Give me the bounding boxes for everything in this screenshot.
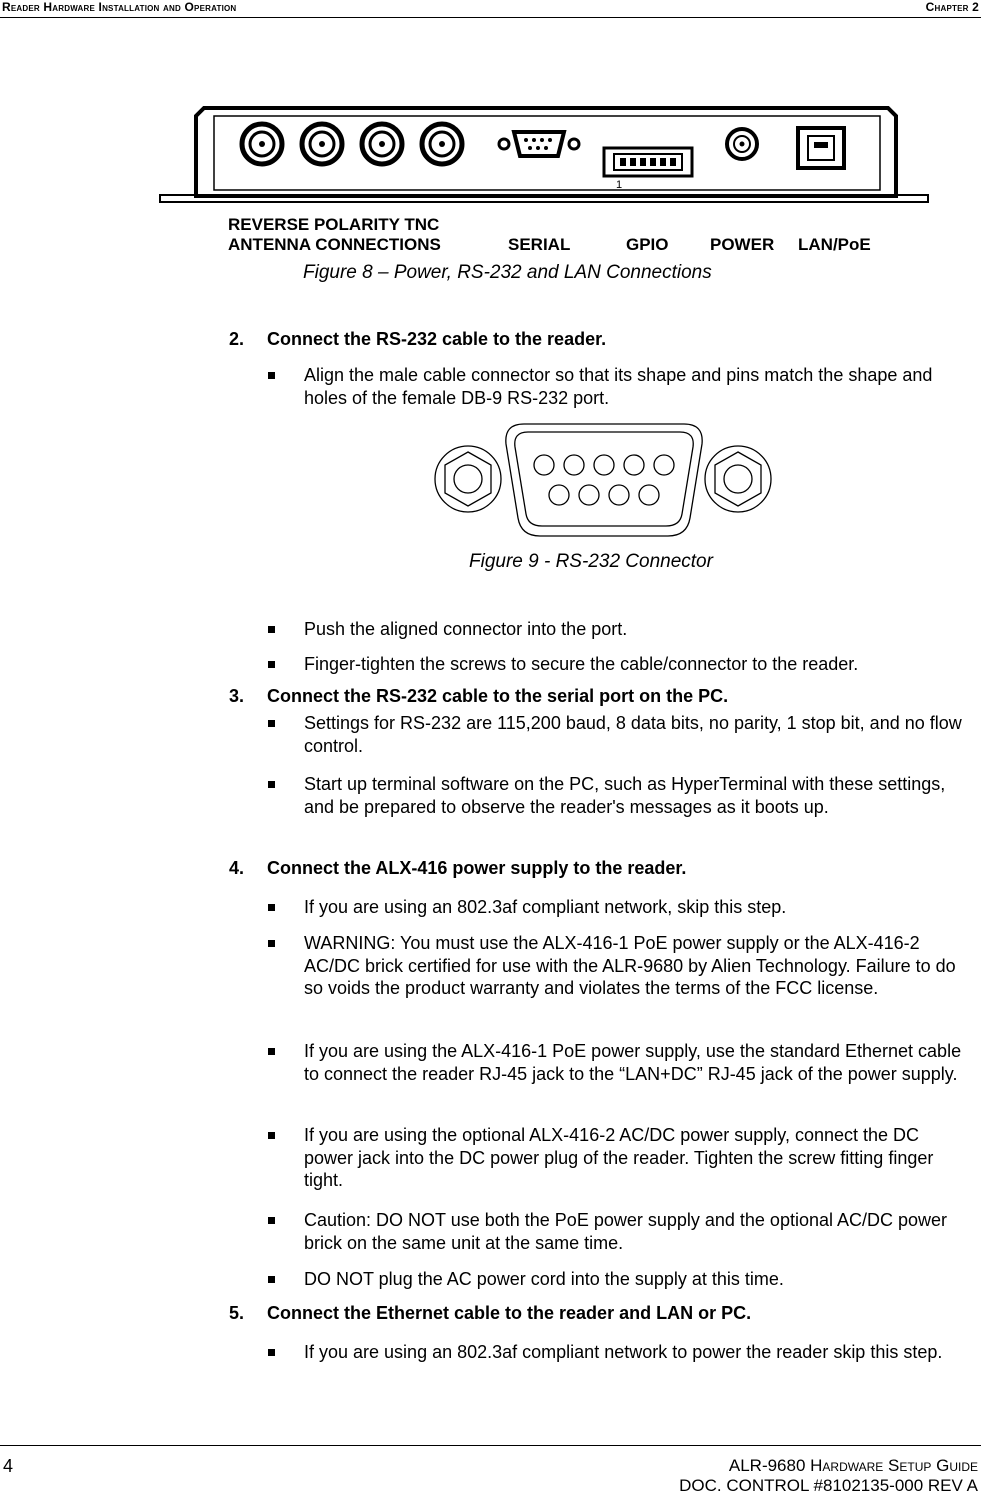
label-antenna-line2: ANTENNA CONNECTIONS [228, 235, 441, 254]
bullet-text: WARNING: You must use the ALX-416-1 PoE power supply or the ALX-416-2 AC/DC brick certified for use with the ALR-9680 by Alien Technology. Failure to do so voids the product warranty and violates the terms of the FCC license. [304, 933, 956, 998]
label-lan-poe: LAN/PoE [798, 235, 871, 254]
bullet-text: If you are using the optional ALX-416-2 AC/DC power supply, connect the DC power jack into the DC power plug of the reader. Tighten the screw fitting finger tight. [304, 1125, 934, 1190]
step-title: Connect the RS-232 cable to the serial port on the PC. [267, 686, 729, 706]
header-chapter: Chapter 2 [925, 0, 979, 14]
step-number: 2. [229, 329, 245, 349]
square-bullet-icon [268, 661, 275, 668]
step-number: 4. [229, 858, 245, 878]
bullet-text: Caution: DO NOT use both the PoE power supply and the optional AC/DC power brick on the same unit at the same time. [304, 1210, 948, 1253]
label-antenna-line1: REVERSE POLARITY TNC [228, 215, 440, 234]
figure-8-caption: Figure 8 – Power, RS-232 and LAN Connections [303, 262, 712, 283]
footer-doc-control: DOC. CONTROL #8102135-000 REV A [679, 1476, 978, 1495]
step-title: Connect the RS-232 cable to the reader. [267, 329, 607, 349]
figure-8-reader-panel [158, 100, 932, 260]
step-4 [229, 858, 686, 879]
step-title: Connect the ALX-416 power supply to the reader. [267, 858, 687, 878]
bullet-text: Settings for RS-232 are 115,200 baud, 8 data bits, no parity, 1 stop bit, and no flow control. [304, 713, 962, 756]
gpio-pin-one-label: 1 [616, 179, 623, 191]
square-bullet-icon [268, 1217, 275, 1224]
figure-9-rs232-connector [432, 420, 774, 540]
bullet-text: Push the aligned connector into the port. [304, 619, 628, 639]
label-serial: SERIAL [508, 235, 571, 254]
square-bullet-icon [268, 720, 275, 727]
step-number: 3. [229, 686, 245, 706]
square-bullet-icon [268, 1349, 275, 1356]
square-bullet-icon [268, 626, 275, 633]
label-gpio: GPIO [626, 235, 669, 254]
bullet-text: DO NOT plug the AC power cord into the supply at this time. [304, 1269, 784, 1289]
page-header [0, 0, 981, 18]
bullet-text: Finger-tighten the screws to secure the cable/connector to the reader. [304, 654, 859, 674]
square-bullet-icon [268, 1132, 275, 1139]
bullet-text: If you are using the ALX-416-1 PoE power supply, use the standard Ethernet cable to connect the reader RJ-45 jack to the “LAN+DC” RJ-45 jack of the power supply. [304, 1041, 962, 1084]
page-footer [0, 1445, 981, 1495]
page-number: 4 [3, 1456, 14, 1476]
gpio-port [604, 148, 692, 191]
square-bullet-icon [268, 1048, 275, 1055]
step-title: Connect the Ethernet cable to the reader and LAN or PC. [267, 1303, 752, 1323]
step-2 [229, 329, 606, 350]
square-bullet-icon [268, 940, 275, 947]
lan-port [798, 128, 844, 168]
step-number: 5. [229, 1303, 245, 1323]
antenna-connectors [242, 124, 462, 164]
footer-doc-info [679, 1456, 978, 1496]
square-bullet-icon [268, 372, 275, 379]
figure-9-caption: Figure 9 - RS-232 Connector [469, 551, 713, 572]
square-bullet-icon [268, 781, 275, 788]
power-jack [727, 129, 757, 159]
header-section-title: Reader Hardware Installation and Operation [2, 0, 237, 14]
bullet-text: Start up terminal software on the PC, such as HyperTerminal with these settings, and be prepared to observe the reader's messages as it boots up. [304, 774, 946, 817]
bullet-text: If you are using an 802.3af compliant network, skip this step. [304, 897, 787, 917]
step-3 [229, 686, 728, 707]
serial-port [499, 132, 579, 156]
square-bullet-icon [268, 904, 275, 911]
step-5 [229, 1303, 751, 1324]
footer-guide-title: ALR-9680 Hardware Setup Guide [728, 1456, 978, 1475]
label-power: POWER [710, 235, 775, 254]
bullet-text: Align the male cable connector so that its shape and pins match the shape and holes of the female DB-9 RS-232 port. [304, 365, 933, 408]
square-bullet-icon [268, 1276, 275, 1283]
bullet-text: If you are using an 802.3af compliant network to power the reader skip this step. [304, 1342, 943, 1362]
